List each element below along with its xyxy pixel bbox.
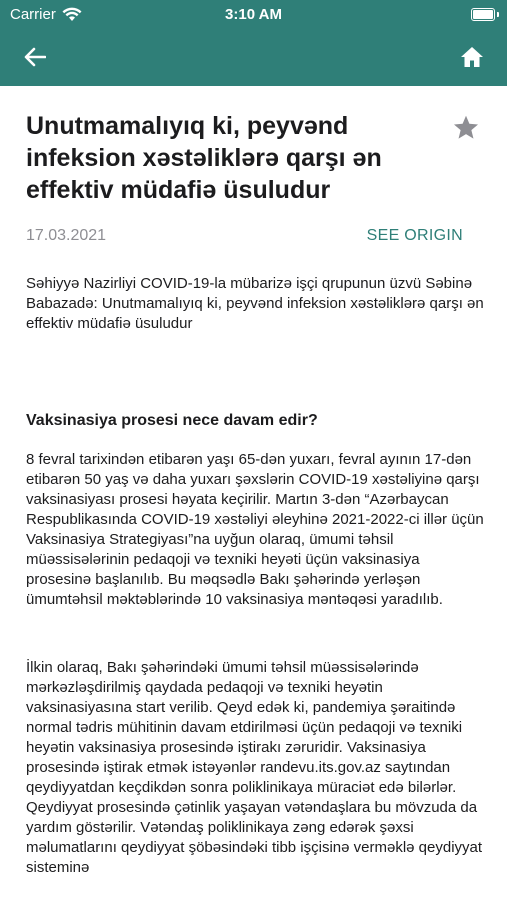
status-time: 3:10 AM: [225, 6, 282, 23]
carrier-label: Carrier: [10, 6, 56, 23]
home-icon: [460, 46, 484, 68]
status-bar: [0, 0, 507, 30]
section-heading: Vaksinasiya prosesi nece davam edir?: [26, 412, 318, 429]
arrow-left-icon: [24, 47, 46, 67]
article-content: [0, 86, 507, 900]
star-icon[interactable]: [452, 114, 480, 142]
navigation-header: [0, 0, 507, 86]
battery-icon: [471, 8, 495, 21]
see-origin-link[interactable]: SEE ORIGIN: [366, 227, 463, 244]
article-lead: Səhiyyə Nazirliyi COVID-19-la mübarizə işçi qrupunun üzvü Səbinə Babazadə: Unutmamalıyıq ki, peyvənd infeksion xəstəliklərə qarşı ən effektiv müdafiə üsuludur: [26, 275, 484, 332]
article-date: 17.03.2021: [26, 227, 107, 244]
article-paragraph: İlkin olaraq, Bakı şəhərindəki ümumi təhsil müəssisələrində mərkəzləşdirilmiş qaydada pedaqoji və texniki heyətin vaksinasiyasına start verilib. Qeyd edək ki, pandemiya şəraitində normal tədris mühitinin davam etdirilməsi üçün pedaqoji və texniki heyətin vaksinasiya prosesində iştirakı zəruridir. Vaksinasiya prosesində iştirak etmək istəyənlər randevu.its.gov.az saytından qeydiyyatdan keçdikdən sonra poliklinikaya müraciət edə bilərlər. Qeydiyyat prosesində çətinlik yaşayan vətəndaşlara bu mövzuda da yardım göstərilir. Vətəndaş poliklinikaya zəng edərək şəxsi məlumatlarını qeydiyyat şöbəsindəki tibb işçisinə verməklə qeydiyyat sisteminə: [26, 659, 483, 876]
article-paragraph: 8 fevral tarixindən etibarən yaşı 65-dən yuxarı, fevral ayının 17-dən etibarən 50 yaş və daha yuxarı şəxslərin COVID-19 xəstəliyinə qarşı vaksinasiyası prosesi həyata keçirilir. Martın 3-dən “Azərbaycan Respublikasında COVID-19 xəstəliyi əleyhinə 2021-2022-ci illər üçün Vaksinasiya Strategiyası”na uyğun olaraq, ümumi təhsil müəssisələrinin pedaqoji və texniki heyəti üçün vaksinasiya prosesinə başlanılıb. Bu məqsədlə Bakı şəhərində yerləşən ümumtəhsil məktəblərində 10 vaksinasiya məntəqəsi yaradılıb.: [26, 451, 484, 608]
article-title: Unutmamalıyıq ki, peyvənd infeksion xəstəliklərə qarşı ən effektiv müdafiə üsuludur: [26, 112, 382, 204]
home-button[interactable]: [455, 40, 489, 74]
back-button[interactable]: [18, 40, 52, 74]
